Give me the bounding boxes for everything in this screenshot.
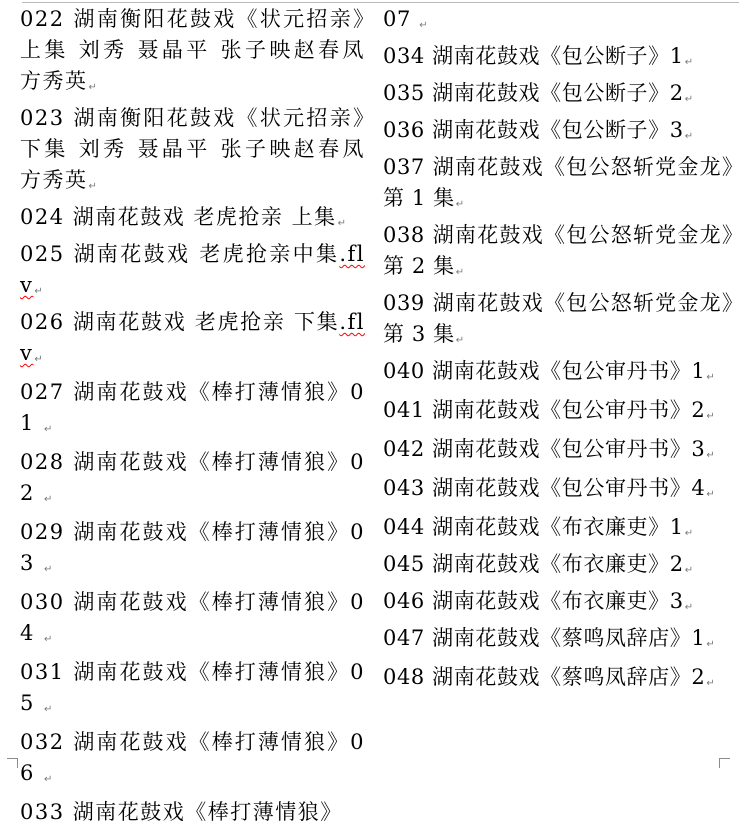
list-item: 029 湖南花鼓戏《棒打薄情狼》03 ↵ bbox=[20, 520, 365, 575]
list-item: 045 湖南花鼓戏《布衣廉吏》2↵ bbox=[383, 552, 694, 576]
list-item: 037 湖南花鼓戏《包公怒斩党金龙》第 1 集↵ bbox=[383, 155, 733, 210]
list-item: 040 湖南花鼓戏《包公审丹书》1↵ bbox=[383, 359, 716, 383]
paragraph-mark-icon: ↵ bbox=[44, 774, 54, 785]
list-item: 036 湖南花鼓戏《包公断子》3↵ bbox=[383, 118, 694, 142]
list-item: 031 湖南花鼓戏《棒打薄情狼》05 ↵ bbox=[20, 660, 365, 715]
list-item: 023 湖南衡阳花鼓戏《状元招亲》下集 刘秀 聂晶平 张子映赵春凤 方秀英↵ bbox=[20, 106, 365, 192]
paragraph-mark-icon: ↵ bbox=[684, 94, 694, 105]
list-item: 032 湖南花鼓戏《棒打薄情狼》06 ↵ bbox=[20, 730, 365, 785]
paragraph-mark-icon: ↵ bbox=[455, 335, 465, 346]
paragraph-mark-icon: ↵ bbox=[455, 267, 465, 278]
paragraph-mark-icon: ↵ bbox=[88, 181, 99, 192]
list-item: 035 湖南花鼓戏《包公断子》2↵ bbox=[383, 81, 694, 105]
paragraph-mark-icon: ↵ bbox=[44, 634, 54, 645]
paragraph-mark-icon: ↵ bbox=[684, 602, 694, 613]
paragraph-mark-icon: ↵ bbox=[706, 450, 716, 461]
list-item: 044 湖南花鼓戏《布衣廉吏》1↵ bbox=[383, 515, 694, 539]
paragraph-mark-icon: ↵ bbox=[684, 57, 694, 68]
paragraph-mark-icon: ↵ bbox=[44, 704, 54, 715]
list-item: 039 湖南花鼓戏《包公怒斩党金龙》第 3 集↵ bbox=[383, 291, 733, 346]
list-item: 038 湖南花鼓戏《包公怒斩党金龙》第 2 集↵ bbox=[383, 223, 733, 278]
paragraph-mark-icon: ↵ bbox=[706, 639, 716, 650]
list-item: 048 湖南花鼓戏《蔡鸣凤辞店》2↵ bbox=[383, 665, 716, 689]
spellcheck-underlined-text: .flv bbox=[20, 310, 365, 365]
paragraph-mark-icon: ↵ bbox=[44, 424, 54, 435]
right-column bbox=[383, 4, 733, 699]
paragraph-mark-icon: ↵ bbox=[419, 20, 429, 31]
paragraph-mark-icon: ↵ bbox=[44, 564, 54, 575]
list-item: 033 湖南花鼓戏《棒打薄情狼》 bbox=[20, 800, 343, 824]
paragraph-mark-icon: ↵ bbox=[684, 565, 694, 576]
list-item: 026 湖南花鼓戏 老虎抢亲 下集.flv↵ bbox=[20, 310, 365, 365]
list-item: 07 ↵ bbox=[383, 7, 429, 31]
paragraph-mark-icon: ↵ bbox=[706, 411, 716, 422]
list-item: 028 湖南花鼓戏《棒打薄情狼》02 ↵ bbox=[20, 450, 365, 505]
list-item: 042 湖南花鼓戏《包公审丹书》3↵ bbox=[383, 437, 716, 461]
list-item: 024 湖南花鼓戏 老虎抢亲 上集↵ bbox=[20, 205, 348, 229]
list-item: 047 湖南花鼓戏《蔡鸣凤辞店》1↵ bbox=[383, 626, 716, 650]
paragraph-mark-icon: ↵ bbox=[455, 199, 465, 210]
list-item: 034 湖南花鼓戏《包公断子》1↵ bbox=[383, 44, 694, 68]
list-item: 043 湖南花鼓戏《包公审丹书》4↵ bbox=[383, 476, 716, 500]
paragraph-mark-icon: ↵ bbox=[684, 528, 694, 539]
spellcheck-underlined-text: .flv bbox=[20, 242, 365, 297]
list-item: 022 湖南衡阳花鼓戏《状元招亲》上集 刘秀 聂晶平 张子映赵春凤 方秀英↵ bbox=[20, 7, 365, 93]
header-rule bbox=[22, 2, 739, 3]
paragraph-mark-icon: ↵ bbox=[337, 218, 348, 229]
paragraph-mark-icon: ↵ bbox=[706, 489, 716, 500]
paragraph-mark-icon: ↵ bbox=[706, 678, 716, 689]
paragraph-mark-icon: ↵ bbox=[706, 372, 716, 383]
list-item: 027 湖南花鼓戏《棒打薄情狼》01 ↵ bbox=[20, 380, 365, 435]
list-item: 046 湖南花鼓戏《布衣廉吏》3↵ bbox=[383, 589, 694, 613]
list-item: 025 湖南花鼓戏 老虎抢亲中集.flv↵ bbox=[20, 242, 365, 297]
paragraph-mark-icon: ↵ bbox=[34, 286, 45, 297]
paragraph-mark-icon: ↵ bbox=[88, 82, 99, 93]
list-item: 041 湖南花鼓戏《包公审丹书》2↵ bbox=[383, 398, 716, 422]
list-item: 030 湖南花鼓戏《棒打薄情狼》04 ↵ bbox=[20, 590, 365, 645]
paragraph-mark-icon: ↵ bbox=[34, 354, 45, 365]
paragraph-mark-icon: ↵ bbox=[44, 494, 54, 505]
left-column bbox=[20, 4, 365, 828]
paragraph-mark-icon: ↵ bbox=[684, 131, 694, 142]
